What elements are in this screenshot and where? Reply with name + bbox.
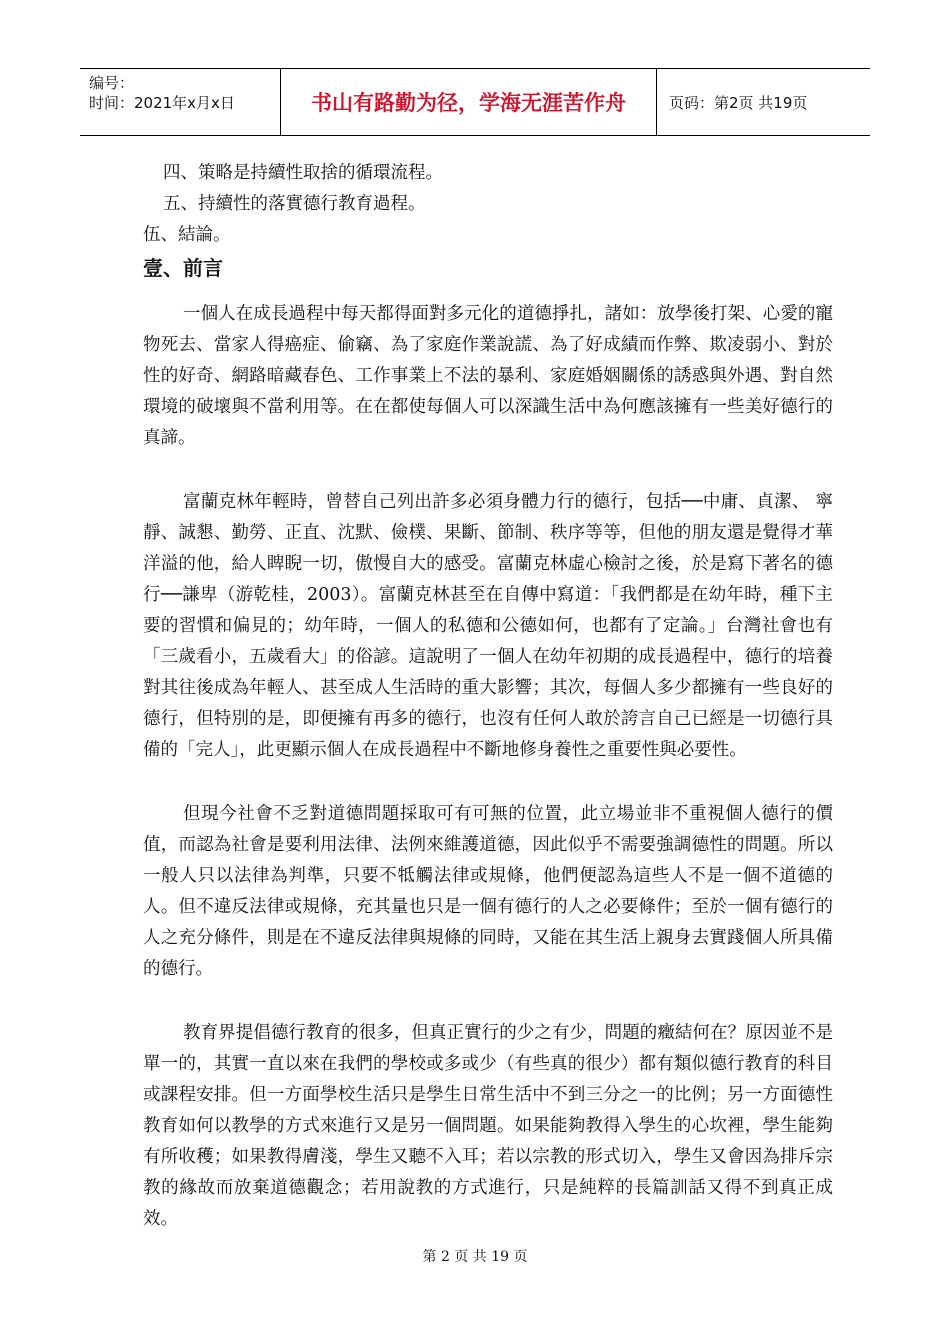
page-header — [80, 68, 870, 136]
header-meta — [80, 69, 281, 135]
toc-item: 五、持續性的落實德行教育過程。 — [163, 194, 426, 214]
number-label: 编号： — [89, 74, 135, 92]
paragraph: 教育界提倡德行教育的很多，但真正實行的少之有少，問題的癥結何在？原因並不是單一的，其實一直以來在我們的學校或多或少（有些真的很少）都有類似德行教育的科目或課程安排。但一方面學校生活只是學生日常生活中不到三分之一的比例；另一方面德性教育如何以教學的方式來進行又是另一個問題。如果能夠教得入學生的心坎裡，學生能夠有所收穫；如果教得膚淺，學生又聽不入耳；若以宗教的形式切入，學生又會因為排斥宗教的緣故而放棄道德觀念；若用說教的方式進行，只是純粹的長篇訓話又得不到真正成效。 — [143, 1023, 833, 1229]
section-title: 壹、前言 — [143, 256, 223, 280]
document-body — [143, 158, 833, 1268]
toc-item: 伍、結論。 — [143, 225, 231, 245]
header-page-code: 页码：第2页 共19页 — [669, 93, 808, 112]
paragraph: 富蘭克林年輕時，曾替自己列出許多必須身體力行的德行，包括──中庸、貞潔、 寧靜、誠懇、勤勞、正直、沈默、儉樸、果斷、節制、秩序等等，但他的朋友還是覺得才華洋溢的他，給人睥睨一切，傲慢自大的感受。富蘭克林虛心檢討之後，於是寫下著名的德行──謙卑（游乾桂，2003）。富蘭克林甚至在自傳中寫道：「我們都是在幼年時，種下主要的習慣和偏見的；幼年時，一個人的私德和公德如何，也都有了定論。」台灣社會也有「三歲看小，五歲看大」的俗諺。這說明了一個人在幼年初期的成長過程中，德行的培養對其往後成為年輕人、甚至成人生活時的重大影響；其次，每個人多少都擁有一些良好的德行，但特別的是，即便擁有再多的德行，也沒有任何人敢於誇言自己已經是一切德行具備的「完人」，此更顯示個人在成長過程中不斷地修身養性之重要性與必要性。 — [143, 492, 833, 760]
header-motto: 书山有路勤为径，学海无涯苦作舟 — [281, 69, 657, 135]
time-label: 时间：2021年x月x日 — [89, 94, 235, 112]
page-footer: 第 2 页 共 19 页 — [422, 1249, 528, 1265]
toc-item: 四、策略是持續性取捨的循環流程。 — [163, 163, 443, 183]
paragraph: 一個人在成長過程中每天都得面對多元化的道德掙扎，諸如：放學後打架、心愛的寵物死去、當家人得癌症、偷竊、為了家庭作業說謊、為了好成績而作弊、欺凌弱小、對於性的好奇、網路暗藏春色、工作事業上不法的暴利、家庭婚姻關係的誘惑與外遇、對自然環境的破壞與不當利用等。在在都使每個人可以深識生活中為何應該擁有一些美好德行的真諦。 — [143, 304, 833, 448]
paragraph: 但現今社會不乏對道德問題採取可有可無的位置，此立場並非不重視個人德行的價值，而認為社會是要利用法律、法例來維護道德，因此似乎不需要強調德性的問題。所以一般人只以法律為判準，只要不牴觸法律或規條，他們便認為這些人不是一個不道德的人。但不違反法律或規條，充其量也只是一個有德行的人之必要條件；至於一個有德行的人之充分條件，則是在不違反法律與規條的同時，又能在其生活上親身去實踐個人所具備的德行。 — [143, 804, 833, 979]
